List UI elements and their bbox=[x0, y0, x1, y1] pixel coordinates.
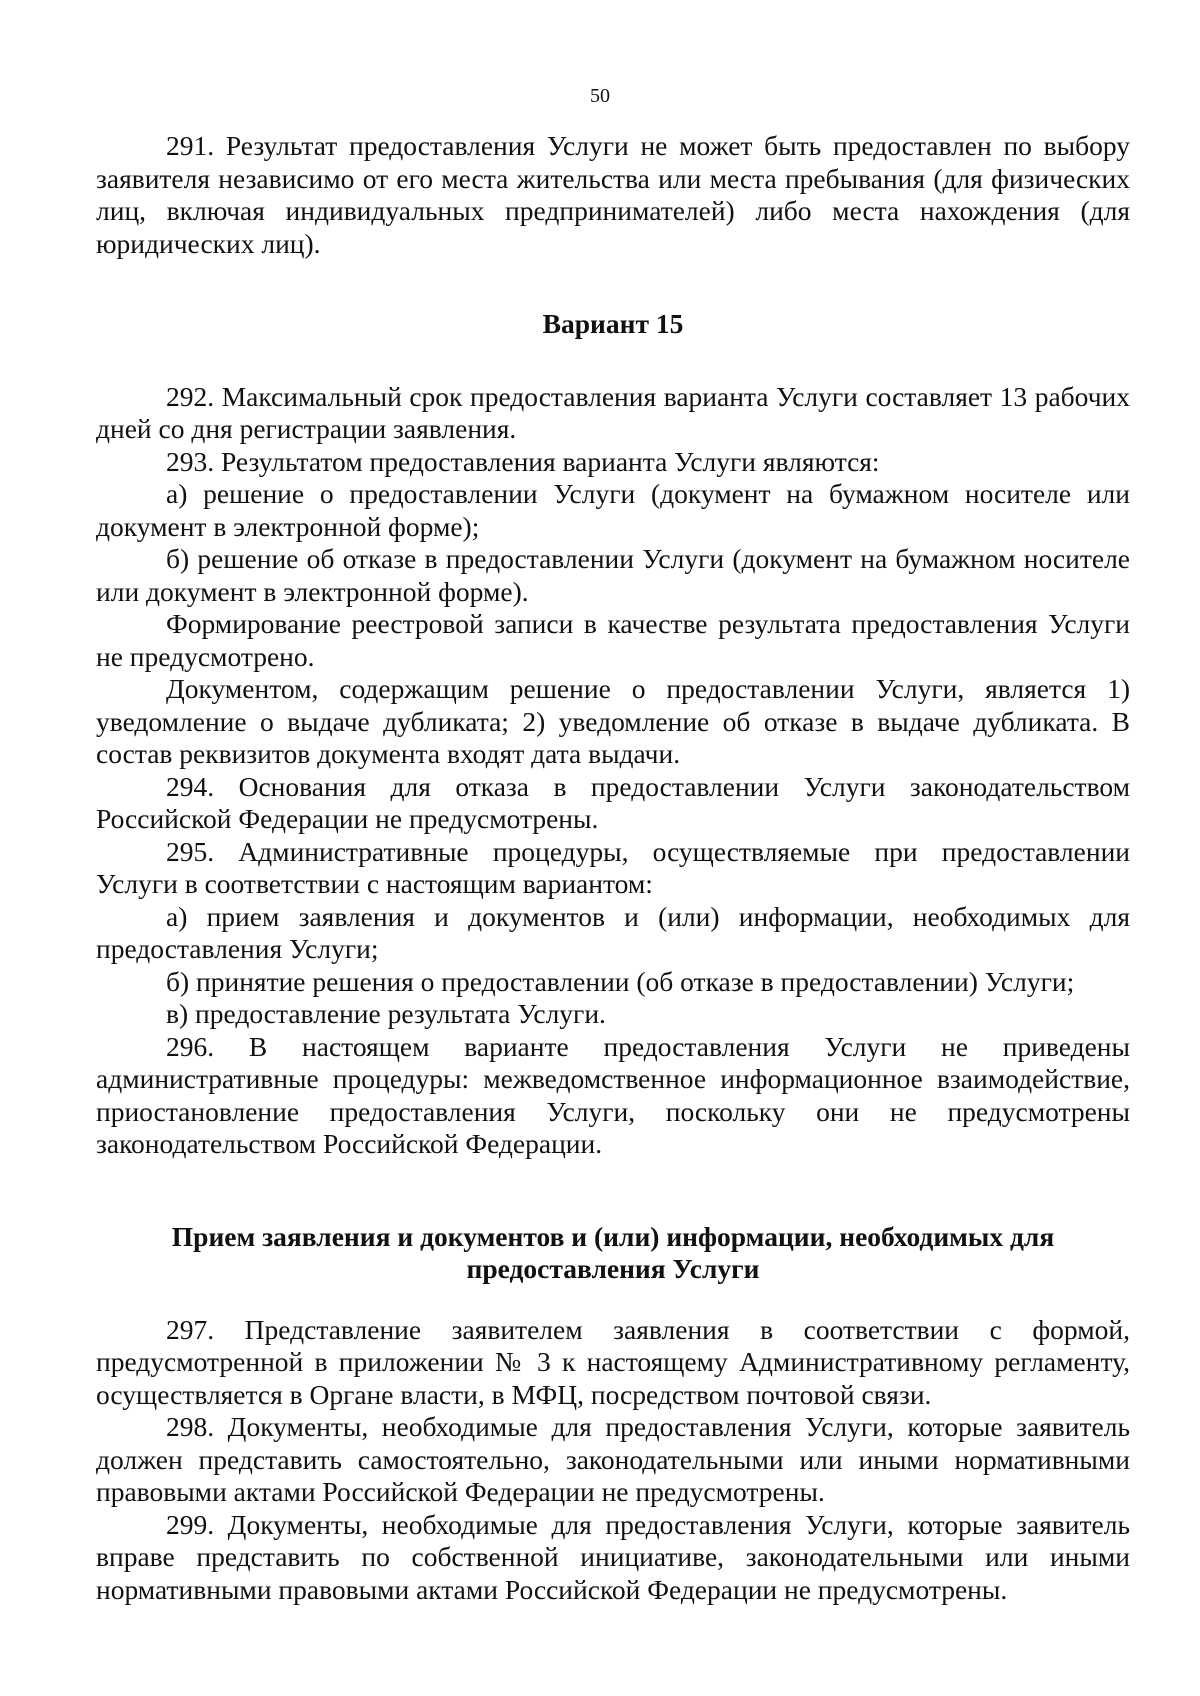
paragraph-293: 293. Результатом предоставления варианта Услуги являются: bbox=[166, 445, 880, 477]
page-number: 50 bbox=[590, 85, 610, 107]
heading-section-application: Прием заявления и документов и (или) информации, необходимых для предоставления Услуги bbox=[171, 1220, 1055, 1284]
paragraph-298: 298. Документы, необходимые для предоставления Услуги, которые заявитель должен представить самостоятельно, законодательными или иными нормативными правовыми актами Российской Федерации не предусмотрены. bbox=[96, 1411, 1130, 1507]
paragraph-295-c: в) предоставление результата Услуги. bbox=[166, 998, 606, 1029]
paragraph-293-a: а) решение о предоставлении Услуги (документ на бумажном носителе или документ в электронной форме); bbox=[96, 478, 1130, 542]
paragraph-293-d: Документом, содержащим решение о предоставлении Услуги, является 1) уведомление о выдаче дубликата; 2) уведомление об отказе в выдаче дубликата. В состав реквизитов документа входят дата выдачи. bbox=[96, 673, 1130, 769]
paragraph-296: 296. В настоящем варианте предоставления Услуги не приведены административные процедуры: межведомственное информационное взаимодействие, приостановление предоставления Услуги, поскольку они не предусмотрены законодательством Российской Федерации. bbox=[96, 1030, 1130, 1159]
paragraph-295: 295. Административные процедуры, осуществляемые при предоставлении Услуги в соответствии с настоящим вариантом: bbox=[96, 835, 1130, 899]
paragraph-291: 291. Результат предоставления Услуги не может быть предоставлен по выбору заявителя независимо от его места жительства или места пребывания (для физических лиц, включая индивидуальных предпринимателей) либо места нахождения (для юридических лиц). bbox=[96, 130, 1130, 259]
paragraph-297: 297. Представление заявителем заявления в соответствии с формой, предусмотренной в приложении № 3 к настоящему Административному регламенту, осуществляется в Органе власти, в МФЦ, посредством почтовой связи. bbox=[96, 1313, 1130, 1410]
heading-variant-15: Вариант 15 bbox=[542, 308, 684, 339]
paragraph-299: 299. Документы, необходимые для предоставления Услуги, которые заявитель вправе представить по собственной инициативе, законодательными или иными нормативными правовыми актами Российской Федерации не предусмотрены. bbox=[96, 1508, 1130, 1605]
paragraph-293-c: Формирование реестровой записи в качестве результата предоставления Услуги не предусмотрено. bbox=[96, 608, 1130, 672]
paragraph-293-b: б) решение об отказе в предоставлении Услуги (документ на бумажном носителе или документ в электронной форме). bbox=[96, 543, 1130, 607]
document-body bbox=[96, 130, 1130, 1606]
paragraph-292: 292. Максимальный срок предоставления варианта Услуги составляет 13 рабочих дней со дня регистрации заявления. bbox=[96, 380, 1130, 444]
paragraph-295-b: б) принятие решения о предоставлении (об отказе в предоставлении) Услуги; bbox=[166, 965, 1075, 997]
paragraph-295-a: а) прием заявления и документов и (или) информации, необходимых для предоставления Услуги; bbox=[96, 900, 1130, 964]
paragraph-294: 294. Основания для отказа в предоставлении Услуги законодательством Российской Федерации не предусмотрены. bbox=[96, 770, 1130, 834]
